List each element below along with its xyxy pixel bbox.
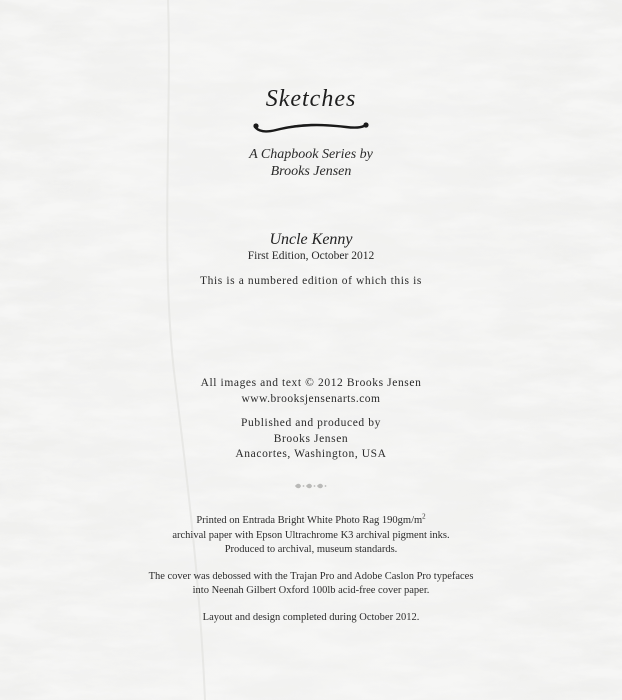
publisher-line-1: Published and produced by — [241, 417, 381, 429]
edition-text: First Edition, October 2012 — [247, 250, 375, 262]
series-title: Sketches — [265, 86, 357, 112]
publisher-line-3: Anacortes, Washington, USA — [235, 448, 387, 460]
printing-line-1-superscript: 2 — [422, 512, 426, 521]
publisher-line-2: Brooks Jensen — [273, 433, 349, 445]
website-link[interactable]: www.brooksjensenarts.com — [241, 393, 381, 405]
fleuron-divider-ornament — [291, 481, 331, 491]
numbered-edition-text: This is a numbered edition of which this is — [200, 275, 422, 287]
printing-line-1-text: Printed on Entrada Bright White Photo Rag 190gm/m — [196, 515, 423, 526]
copyright-text: All images and text © 2012 Brooks Jensen — [200, 377, 422, 389]
printing-line-3: Produced to archival, museum standards. — [224, 544, 398, 555]
cover-line-1: The cover was debossed with the Trajan Pro and Adobe Caslon Pro typefaces — [148, 571, 474, 582]
layout-design-note: Layout and design completed during October 2012. — [202, 612, 420, 623]
printing-line-1 — [0, 512, 622, 526]
book-title: Uncle Kenny — [269, 231, 353, 248]
subtitle-line-2: Brooks Jensen — [270, 164, 352, 179]
cover-line-2: into Neenah Gilbert Oxford 100lb acid-free cover paper. — [192, 585, 430, 596]
printing-line-2: archival paper with Epson Ultrachrome K3 archival pigment inks. — [172, 530, 450, 541]
swash-flourish-ornament — [250, 119, 372, 135]
subtitle-line-1: A Chapbook Series by — [249, 147, 373, 162]
